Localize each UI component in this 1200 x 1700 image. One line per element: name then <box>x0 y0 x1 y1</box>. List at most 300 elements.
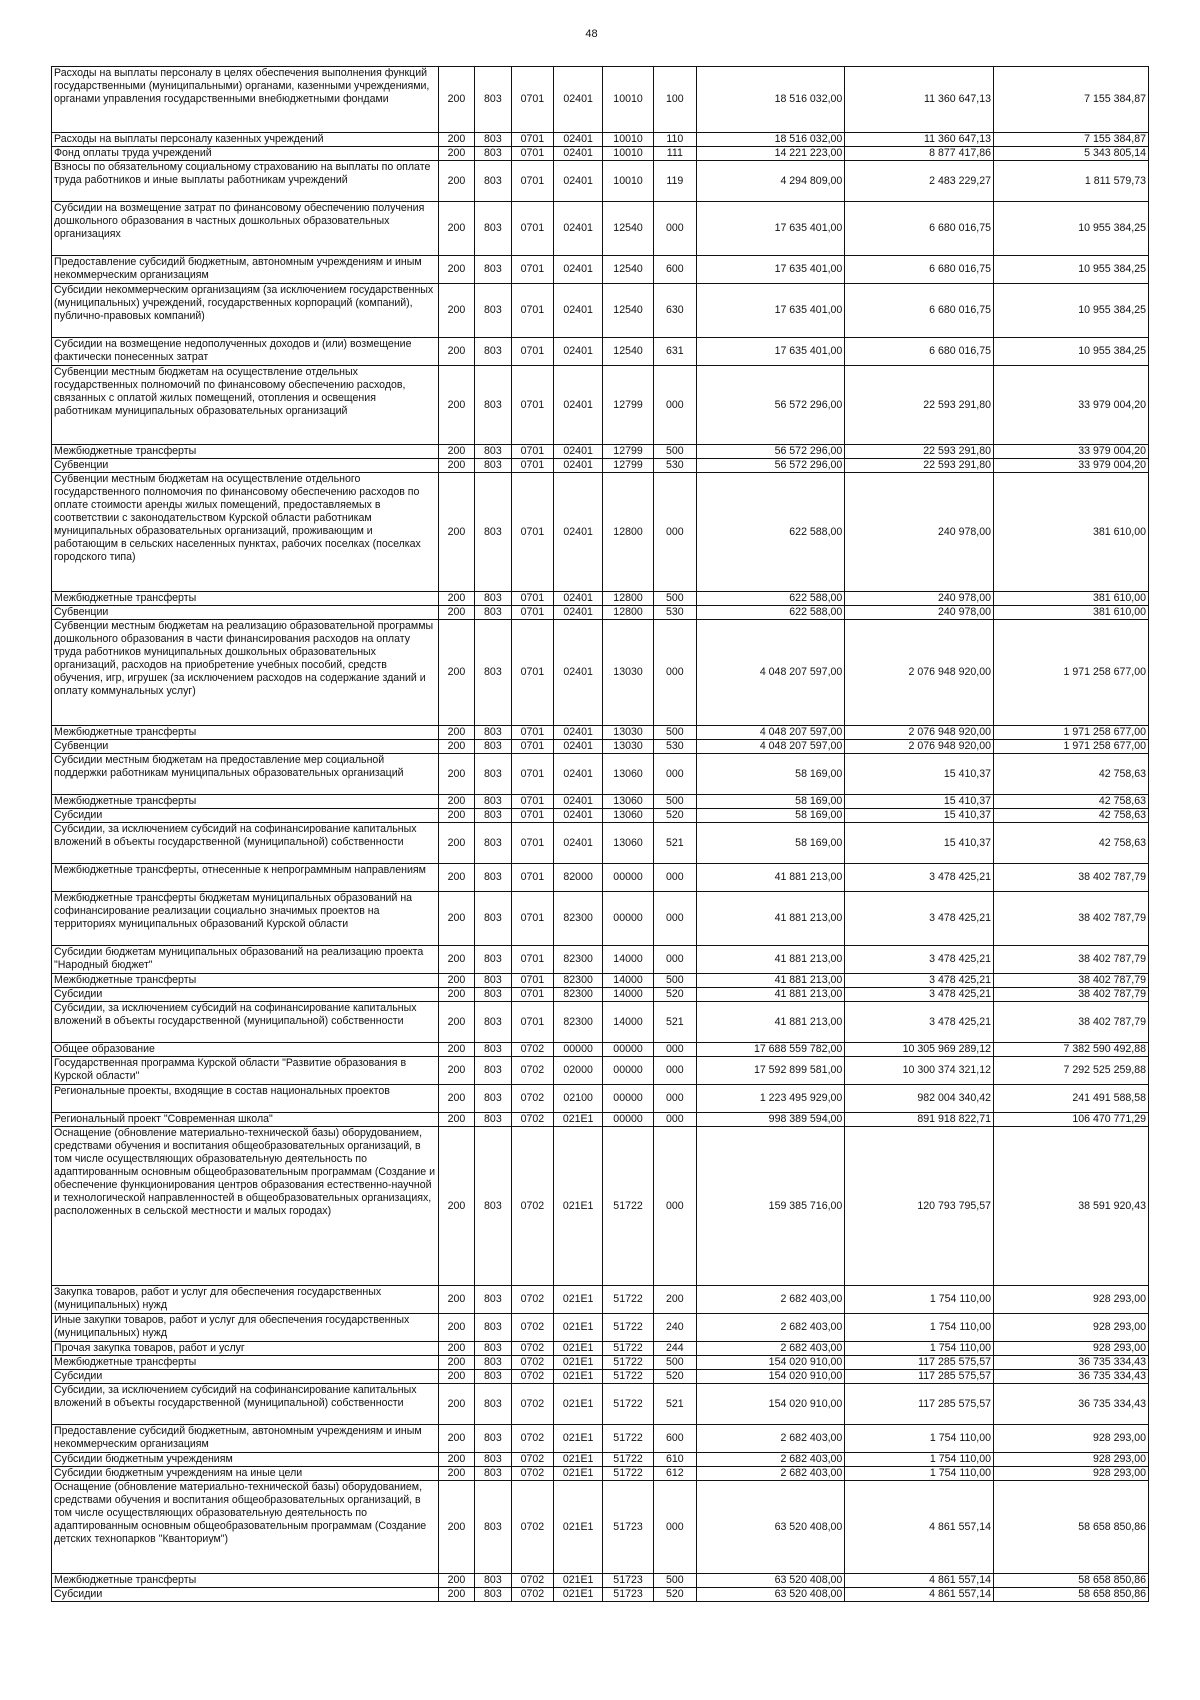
executed-amount-cell: 3 478 425,21 <box>845 988 994 1002</box>
section-code-cell: 803 <box>475 795 511 809</box>
table-row <box>52 606 1149 620</box>
expense-type-cell: 520 <box>654 988 697 1002</box>
row-name-cell: Субвенции <box>52 606 439 620</box>
table-row <box>52 147 1149 161</box>
program-code-cell: 021E1 <box>554 1127 603 1286</box>
remaining-amount-cell: 38 402 787,79 <box>994 1002 1149 1043</box>
remaining-amount-cell: 42 758,63 <box>994 754 1149 795</box>
budget-table <box>51 66 1149 1602</box>
executed-amount-cell: 15 410,37 <box>845 795 994 809</box>
executed-amount-cell: 4 861 557,14 <box>845 1588 994 1602</box>
remaining-amount-cell: 36 735 334,43 <box>994 1370 1149 1384</box>
section-code-cell: 803 <box>475 823 511 864</box>
row-name-cell: Межбюджетные трансферты <box>52 795 439 809</box>
plan-amount-cell: 2 682 403,00 <box>696 1467 845 1481</box>
program-code-cell: 02401 <box>554 284 603 338</box>
section-code-cell: 803 <box>475 284 511 338</box>
plan-amount-cell: 17 635 401,00 <box>696 256 845 284</box>
section-code-cell: 803 <box>475 1481 511 1574</box>
table-row <box>52 256 1149 284</box>
direction-code-cell: 51722 <box>603 1370 654 1384</box>
table-row <box>52 988 1149 1002</box>
expense-type-cell: 520 <box>654 1588 697 1602</box>
expense-type-cell: 500 <box>654 726 697 740</box>
subsection-code-cell: 0701 <box>511 1002 554 1043</box>
plan-amount-cell: 56 572 296,00 <box>696 366 845 445</box>
direction-code-cell: 13060 <box>603 795 654 809</box>
direction-code-cell: 51722 <box>603 1467 654 1481</box>
subsection-code-cell: 0701 <box>511 445 554 459</box>
section-code-cell: 803 <box>475 133 511 147</box>
plan-amount-cell: 58 169,00 <box>696 809 845 823</box>
executed-amount-cell: 6 680 016,75 <box>845 338 994 366</box>
table-row <box>52 1314 1149 1342</box>
table-row <box>52 1453 1149 1467</box>
remaining-amount-cell: 42 758,63 <box>994 809 1149 823</box>
direction-code-cell: 12800 <box>603 473 654 592</box>
plan-amount-cell: 58 169,00 <box>696 754 845 795</box>
expense-type-cell: 630 <box>654 284 697 338</box>
grbs-code-cell: 200 <box>438 823 474 864</box>
direction-code-cell: 51722 <box>603 1286 654 1314</box>
remaining-amount-cell: 241 491 588,58 <box>994 1085 1149 1113</box>
section-code-cell: 803 <box>475 67 511 133</box>
grbs-code-cell: 200 <box>438 202 474 256</box>
expense-type-cell: 000 <box>654 473 697 592</box>
section-code-cell: 803 <box>475 1574 511 1588</box>
expense-type-cell: 111 <box>654 147 697 161</box>
expense-type-cell: 244 <box>654 1342 697 1356</box>
executed-amount-cell: 1 754 110,00 <box>845 1314 994 1342</box>
grbs-code-cell: 200 <box>438 1356 474 1370</box>
remaining-amount-cell: 36 735 334,43 <box>994 1356 1149 1370</box>
section-code-cell: 803 <box>475 809 511 823</box>
table-row <box>52 1370 1149 1384</box>
remaining-amount-cell: 36 735 334,43 <box>994 1384 1149 1425</box>
program-code-cell: 02401 <box>554 726 603 740</box>
expense-type-cell: 520 <box>654 809 697 823</box>
row-name-cell: Субвенции местным бюджетам на осуществление отдельных государственных полномочий по финансовому обеспечению расходов, связанных с оплатой жилых помещений, отопления и освещения работникам муниципальных образовательных организаций <box>52 366 439 445</box>
section-code-cell: 803 <box>475 256 511 284</box>
remaining-amount-cell: 33 979 004,20 <box>994 366 1149 445</box>
executed-amount-cell: 2 076 948 920,00 <box>845 740 994 754</box>
expense-type-cell: 119 <box>654 161 697 202</box>
subsection-code-cell: 0701 <box>511 133 554 147</box>
direction-code-cell: 13030 <box>603 620 654 726</box>
plan-amount-cell: 56 572 296,00 <box>696 445 845 459</box>
direction-code-cell: 12540 <box>603 202 654 256</box>
plan-amount-cell: 998 389 594,00 <box>696 1113 845 1127</box>
table-row <box>52 1574 1149 1588</box>
direction-code-cell: 12540 <box>603 256 654 284</box>
executed-amount-cell: 117 285 575,57 <box>845 1356 994 1370</box>
remaining-amount-cell: 928 293,00 <box>994 1314 1149 1342</box>
executed-amount-cell: 117 285 575,57 <box>845 1384 994 1425</box>
grbs-code-cell: 200 <box>438 1481 474 1574</box>
section-code-cell: 803 <box>475 946 511 974</box>
executed-amount-cell: 891 918 822,71 <box>845 1113 994 1127</box>
row-name-cell: Предоставление субсидий бюджетным, автономным учреждениям и иным некоммерческим организациям <box>52 256 439 284</box>
executed-amount-cell: 240 978,00 <box>845 592 994 606</box>
grbs-code-cell: 200 <box>438 1342 474 1356</box>
remaining-amount-cell: 381 610,00 <box>994 592 1149 606</box>
grbs-code-cell: 200 <box>438 1370 474 1384</box>
program-code-cell: 02401 <box>554 823 603 864</box>
program-code-cell: 02401 <box>554 147 603 161</box>
remaining-amount-cell: 1 971 258 677,00 <box>994 620 1149 726</box>
direction-code-cell: 12540 <box>603 338 654 366</box>
grbs-code-cell: 200 <box>438 1453 474 1467</box>
row-name-cell: Общее образование <box>52 1043 439 1057</box>
table-row <box>52 1588 1149 1602</box>
direction-code-cell: 51722 <box>603 1356 654 1370</box>
plan-amount-cell: 41 881 213,00 <box>696 946 845 974</box>
grbs-code-cell: 200 <box>438 1127 474 1286</box>
expense-type-cell: 000 <box>654 1057 697 1085</box>
expense-type-cell: 600 <box>654 1425 697 1453</box>
subsection-code-cell: 0702 <box>511 1588 554 1602</box>
expense-type-cell: 000 <box>654 1113 697 1127</box>
direction-code-cell: 00000 <box>603 1085 654 1113</box>
executed-amount-cell: 22 593 291,80 <box>845 445 994 459</box>
table-row <box>52 795 1149 809</box>
section-code-cell: 803 <box>475 1286 511 1314</box>
expense-type-cell: 500 <box>654 1574 697 1588</box>
row-name-cell: Субсидии некоммерческим организациям (за исключением государственных (муниципальных) учреждений, государственных корпораций (компаний), публично-правовых компаний) <box>52 284 439 338</box>
subsection-code-cell: 0702 <box>511 1057 554 1085</box>
subsection-code-cell: 0702 <box>511 1384 554 1425</box>
plan-amount-cell: 4 294 809,00 <box>696 161 845 202</box>
program-code-cell: 021E1 <box>554 1356 603 1370</box>
table-row <box>52 620 1149 726</box>
subsection-code-cell: 0701 <box>511 740 554 754</box>
direction-code-cell: 00000 <box>603 864 654 892</box>
grbs-code-cell: 200 <box>438 445 474 459</box>
remaining-amount-cell: 38 591 920,43 <box>994 1127 1149 1286</box>
executed-amount-cell: 1 754 110,00 <box>845 1425 994 1453</box>
plan-amount-cell: 14 221 223,00 <box>696 147 845 161</box>
expense-type-cell: 530 <box>654 740 697 754</box>
remaining-amount-cell: 58 658 850,86 <box>994 1574 1149 1588</box>
section-code-cell: 803 <box>475 147 511 161</box>
program-code-cell: 02401 <box>554 133 603 147</box>
plan-amount-cell: 154 020 910,00 <box>696 1384 845 1425</box>
program-code-cell: 82300 <box>554 974 603 988</box>
expense-type-cell: 500 <box>654 445 697 459</box>
subsection-code-cell: 0701 <box>511 892 554 946</box>
direction-code-cell: 12799 <box>603 445 654 459</box>
executed-amount-cell: 3 478 425,21 <box>845 974 994 988</box>
plan-amount-cell: 2 682 403,00 <box>696 1286 845 1314</box>
grbs-code-cell: 200 <box>438 1314 474 1342</box>
table-row <box>52 1286 1149 1314</box>
program-code-cell: 02401 <box>554 473 603 592</box>
plan-amount-cell: 622 588,00 <box>696 592 845 606</box>
table-row <box>52 809 1149 823</box>
section-code-cell: 803 <box>475 1127 511 1286</box>
executed-amount-cell: 3 478 425,21 <box>845 946 994 974</box>
subsection-code-cell: 0701 <box>511 459 554 473</box>
grbs-code-cell: 200 <box>438 1467 474 1481</box>
section-code-cell: 803 <box>475 740 511 754</box>
expense-type-cell: 000 <box>654 754 697 795</box>
executed-amount-cell: 3 478 425,21 <box>845 892 994 946</box>
subsection-code-cell: 0701 <box>511 754 554 795</box>
grbs-code-cell: 200 <box>438 988 474 1002</box>
plan-amount-cell: 154 020 910,00 <box>696 1356 845 1370</box>
executed-amount-cell: 2 076 948 920,00 <box>845 620 994 726</box>
executed-amount-cell: 240 978,00 <box>845 473 994 592</box>
expense-type-cell: 600 <box>654 256 697 284</box>
row-name-cell: Межбюджетные трансферты <box>52 726 439 740</box>
row-name-cell: Расходы на выплаты персоналу в целях обеспечения выполнения функций государственными (муниципальными) органами, казенными учреждениями, органами управления государственными внебюджетными фондами <box>52 67 439 133</box>
remaining-amount-cell: 58 658 850,86 <box>994 1588 1149 1602</box>
table-row <box>52 1113 1149 1127</box>
program-code-cell: 02401 <box>554 459 603 473</box>
plan-amount-cell: 4 048 207 597,00 <box>696 620 845 726</box>
direction-code-cell: 10010 <box>603 147 654 161</box>
plan-amount-cell: 17 635 401,00 <box>696 338 845 366</box>
row-name-cell: Межбюджетные трансферты <box>52 592 439 606</box>
section-code-cell: 803 <box>475 1085 511 1113</box>
executed-amount-cell: 117 285 575,57 <box>845 1370 994 1384</box>
subsection-code-cell: 0702 <box>511 1356 554 1370</box>
direction-code-cell: 51722 <box>603 1127 654 1286</box>
direction-code-cell: 14000 <box>603 974 654 988</box>
row-name-cell: Межбюджетные трансферты <box>52 1574 439 1588</box>
remaining-amount-cell: 38 402 787,79 <box>994 974 1149 988</box>
section-code-cell: 803 <box>475 445 511 459</box>
direction-code-cell: 14000 <box>603 946 654 974</box>
expense-type-cell: 610 <box>654 1453 697 1467</box>
direction-code-cell: 14000 <box>603 1002 654 1043</box>
grbs-code-cell: 200 <box>438 740 474 754</box>
subsection-code-cell: 0701 <box>511 284 554 338</box>
grbs-code-cell: 200 <box>438 284 474 338</box>
program-code-cell: 021E1 <box>554 1425 603 1453</box>
row-name-cell: Оснащение (обновление материально-технической базы) оборудованием, средствами обучения и воспитания общеобразовательных организаций, в том числе осуществляющих образовательную деятельность по адаптированным основным общеобразовательным программам (Создание и обеспечение функционирования центров образования естественно-научной и технологической направленностей в общеобразовательных организациях, расположенных в сельской местности и малых городах) <box>52 1127 439 1286</box>
subsection-code-cell: 0702 <box>511 1314 554 1342</box>
expense-type-cell: 521 <box>654 823 697 864</box>
executed-amount-cell: 15 410,37 <box>845 754 994 795</box>
remaining-amount-cell: 928 293,00 <box>994 1286 1149 1314</box>
subsection-code-cell: 0702 <box>511 1425 554 1453</box>
direction-code-cell: 12800 <box>603 592 654 606</box>
subsection-code-cell: 0702 <box>511 1342 554 1356</box>
direction-code-cell: 13060 <box>603 809 654 823</box>
grbs-code-cell: 200 <box>438 809 474 823</box>
plan-amount-cell: 159 385 716,00 <box>696 1127 845 1286</box>
program-code-cell: 82300 <box>554 892 603 946</box>
executed-amount-cell: 1 754 110,00 <box>845 1342 994 1356</box>
grbs-code-cell: 200 <box>438 864 474 892</box>
expense-type-cell: 000 <box>654 1481 697 1574</box>
expense-type-cell: 000 <box>654 366 697 445</box>
expense-type-cell: 110 <box>654 133 697 147</box>
table-row <box>52 1467 1149 1481</box>
remaining-amount-cell: 1 811 579,73 <box>994 161 1149 202</box>
row-name-cell: Субсидии, за исключением субсидий на софинансирование капитальных вложений в объекты государственной (муниципальной) собственности <box>52 823 439 864</box>
direction-code-cell: 51722 <box>603 1425 654 1453</box>
program-code-cell: 02401 <box>554 67 603 133</box>
subsection-code-cell: 0701 <box>511 606 554 620</box>
section-code-cell: 803 <box>475 1453 511 1467</box>
plan-amount-cell: 63 520 408,00 <box>696 1574 845 1588</box>
direction-code-cell: 14000 <box>603 988 654 1002</box>
grbs-code-cell: 200 <box>438 946 474 974</box>
table-row <box>52 974 1149 988</box>
direction-code-cell: 51723 <box>603 1481 654 1574</box>
table-row <box>52 864 1149 892</box>
page-number: 48 <box>585 28 598 40</box>
executed-amount-cell: 982 004 340,42 <box>845 1085 994 1113</box>
remaining-amount-cell: 10 955 384,25 <box>994 256 1149 284</box>
plan-amount-cell: 17 688 559 782,00 <box>696 1043 845 1057</box>
expense-type-cell: 100 <box>654 67 697 133</box>
grbs-code-cell: 200 <box>438 1057 474 1085</box>
expense-type-cell: 000 <box>654 1127 697 1286</box>
expense-type-cell: 530 <box>654 606 697 620</box>
direction-code-cell: 12799 <box>603 459 654 473</box>
executed-amount-cell: 8 877 417,86 <box>845 147 994 161</box>
row-name-cell: Субсидии <box>52 1370 439 1384</box>
program-code-cell: 021E1 <box>554 1286 603 1314</box>
row-name-cell: Субсидии бюджетным учреждениям <box>52 1453 439 1467</box>
row-name-cell: Межбюджетные трансферты бюджетам муниципальных образований на софинансирование реализации социально значимых проектов на территориях муниципальных образований Курской области <box>52 892 439 946</box>
row-name-cell: Субсидии <box>52 1588 439 1602</box>
program-code-cell: 02401 <box>554 338 603 366</box>
executed-amount-cell: 240 978,00 <box>845 606 994 620</box>
direction-code-cell: 10010 <box>603 133 654 147</box>
table-row <box>52 366 1149 445</box>
executed-amount-cell: 1 754 110,00 <box>845 1286 994 1314</box>
plan-amount-cell: 4 048 207 597,00 <box>696 740 845 754</box>
section-code-cell: 803 <box>475 1588 511 1602</box>
row-name-cell: Государственная программа Курской области "Развитие образования в Курской области" <box>52 1057 439 1085</box>
direction-code-cell: 13060 <box>603 754 654 795</box>
executed-amount-cell: 3 478 425,21 <box>845 1002 994 1043</box>
grbs-code-cell: 200 <box>438 1286 474 1314</box>
remaining-amount-cell: 1 971 258 677,00 <box>994 740 1149 754</box>
row-name-cell: Субвенции <box>52 459 439 473</box>
section-code-cell: 803 <box>475 1002 511 1043</box>
subsection-code-cell: 0701 <box>511 161 554 202</box>
expense-type-cell: 000 <box>654 202 697 256</box>
plan-amount-cell: 41 881 213,00 <box>696 864 845 892</box>
direction-code-cell: 10010 <box>603 67 654 133</box>
remaining-amount-cell: 42 758,63 <box>994 823 1149 864</box>
program-code-cell: 021E1 <box>554 1453 603 1467</box>
grbs-code-cell: 200 <box>438 1043 474 1057</box>
plan-amount-cell: 63 520 408,00 <box>696 1481 845 1574</box>
plan-amount-cell: 58 169,00 <box>696 823 845 864</box>
table-row <box>52 754 1149 795</box>
row-name-cell: Региональные проекты, входящие в состав национальных проектов <box>52 1085 439 1113</box>
table-row <box>52 726 1149 740</box>
subsection-code-cell: 0701 <box>511 256 554 284</box>
direction-code-cell: 00000 <box>603 1113 654 1127</box>
grbs-code-cell: 200 <box>438 606 474 620</box>
subsection-code-cell: 0701 <box>511 147 554 161</box>
program-code-cell: 02401 <box>554 809 603 823</box>
grbs-code-cell: 200 <box>438 147 474 161</box>
subsection-code-cell: 0702 <box>511 1113 554 1127</box>
expense-type-cell: 000 <box>654 946 697 974</box>
table-row <box>52 946 1149 974</box>
program-code-cell: 02401 <box>554 740 603 754</box>
plan-amount-cell: 1 223 495 929,00 <box>696 1085 845 1113</box>
program-code-cell: 82000 <box>554 864 603 892</box>
direction-code-cell: 13060 <box>603 823 654 864</box>
section-code-cell: 803 <box>475 459 511 473</box>
program-code-cell: 021E1 <box>554 1467 603 1481</box>
section-code-cell: 803 <box>475 1370 511 1384</box>
program-code-cell: 02401 <box>554 606 603 620</box>
executed-amount-cell: 10 305 969 289,12 <box>845 1043 994 1057</box>
direction-code-cell: 12800 <box>603 606 654 620</box>
section-code-cell: 803 <box>475 864 511 892</box>
remaining-amount-cell: 7 155 384,87 <box>994 67 1149 133</box>
table-row <box>52 133 1149 147</box>
expense-type-cell: 521 <box>654 1384 697 1425</box>
section-code-cell: 803 <box>475 892 511 946</box>
grbs-code-cell: 200 <box>438 620 474 726</box>
plan-amount-cell: 41 881 213,00 <box>696 974 845 988</box>
remaining-amount-cell: 5 343 805,14 <box>994 147 1149 161</box>
executed-amount-cell: 10 300 374 321,12 <box>845 1057 994 1085</box>
subsection-code-cell: 0702 <box>511 1481 554 1574</box>
direction-code-cell: 13030 <box>603 740 654 754</box>
remaining-amount-cell: 381 610,00 <box>994 473 1149 592</box>
table-row <box>52 1342 1149 1356</box>
grbs-code-cell: 200 <box>438 133 474 147</box>
row-name-cell: Предоставление субсидий бюджетным, автономным учреждениям и иным некоммерческим организациям <box>52 1425 439 1453</box>
table-row <box>52 1085 1149 1113</box>
plan-amount-cell: 2 682 403,00 <box>696 1425 845 1453</box>
expense-type-cell: 000 <box>654 892 697 946</box>
program-code-cell: 021E1 <box>554 1588 603 1602</box>
direction-code-cell: 00000 <box>603 1057 654 1085</box>
row-name-cell: Субсидии, за исключением субсидий на софинансирование капитальных вложений в объекты государственной (муниципальной) собственности <box>52 1002 439 1043</box>
plan-amount-cell: 18 516 032,00 <box>696 133 845 147</box>
table-row <box>52 1425 1149 1453</box>
grbs-code-cell: 200 <box>438 1588 474 1602</box>
grbs-code-cell: 200 <box>438 795 474 809</box>
expense-type-cell: 631 <box>654 338 697 366</box>
table-row <box>52 592 1149 606</box>
remaining-amount-cell: 38 402 787,79 <box>994 946 1149 974</box>
plan-amount-cell: 2 682 403,00 <box>696 1342 845 1356</box>
subsection-code-cell: 0702 <box>511 1467 554 1481</box>
executed-amount-cell: 1 754 110,00 <box>845 1467 994 1481</box>
table-row <box>52 67 1149 133</box>
grbs-code-cell: 200 <box>438 974 474 988</box>
row-name-cell: Субсидии бюджетам муниципальных образований на реализацию проекта "Народный бюджет" <box>52 946 439 974</box>
table-row <box>52 1127 1149 1286</box>
program-code-cell: 02401 <box>554 202 603 256</box>
remaining-amount-cell: 928 293,00 <box>994 1467 1149 1481</box>
table-row <box>52 1002 1149 1043</box>
table-row <box>52 892 1149 946</box>
table-row <box>52 338 1149 366</box>
table-row <box>52 1384 1149 1425</box>
subsection-code-cell: 0701 <box>511 202 554 256</box>
executed-amount-cell: 15 410,37 <box>845 809 994 823</box>
remaining-amount-cell: 7 292 525 259,88 <box>994 1057 1149 1085</box>
grbs-code-cell: 200 <box>438 256 474 284</box>
section-code-cell: 803 <box>475 988 511 1002</box>
section-code-cell: 803 <box>475 338 511 366</box>
